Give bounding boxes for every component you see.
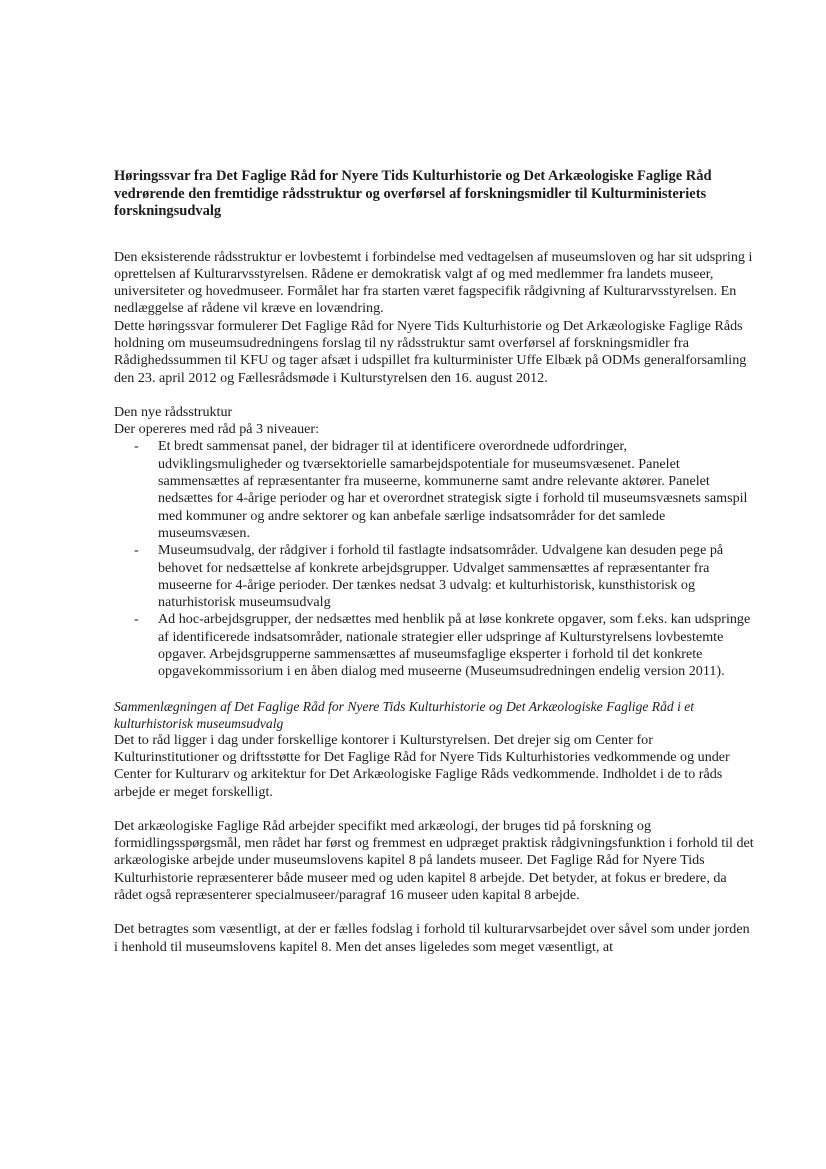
bullet-dash: - xyxy=(134,438,139,455)
bullet-dash: - xyxy=(134,542,139,559)
intro-paragraph-1: Den eksisterende rådsstruktur er lovbestemt i forbindelse med vedtagelsen af museumsloven og har sit udspring i oprettelsen af Kulturarvsstyrelsen. Rådene er demokratisk valgt af og med medlemmer fra landets museer, universiteter og hovedmuseer. Formålet har fra starten været fagspecifik rådgivning af Kulturarvsstyrelsen. En nedlæggelse af rådene vil kræve en lovændring. xyxy=(114,248,753,317)
section-2-paragraph-3: Det betragtes som væsentligt, at der er fælles fodslag i forhold til kulturarvsarbejdet over såvel som under jorden i henhold til museumslovens kapitel 8. Men det anses ligeledes som meget væsentligt, at xyxy=(114,921,750,955)
spacer xyxy=(114,904,754,921)
spacer xyxy=(114,681,754,698)
document-body xyxy=(114,168,754,956)
spacer xyxy=(114,387,754,404)
spacer xyxy=(114,801,754,818)
list-item-text: Museumsudvalg, der rådgiver i forhold til fastlagte indsatsområder. Udvalgene kan desuden pege på behovet for nedsættelse af konkrete arbejdsgrupper. Udvalget sammensættes af repræsentanter fra museerne for 4-årige perioder. Der tænkes nedsat 3 udvalg: et kulturhistorisk, kunsthistorisk og naturhistorisk museumsudvalg xyxy=(158,542,724,611)
section-heading-raadsstruktur: Den nye rådsstruktur xyxy=(114,403,233,420)
section-heading-sammenlaegning: Sammenlægningen af Det Faglige Råd for Nyere Tids Kulturhistorie og Det Arkæologiske Faglige Råd i et kulturhistorisk museumsudvalg xyxy=(114,698,695,731)
list-item xyxy=(114,438,754,542)
list-item xyxy=(114,542,754,611)
section-lead: Der opereres med råd på 3 niveauer: xyxy=(114,421,320,438)
section-2-paragraph-2: Det arkæologiske Faglige Råd arbejder specifikt med arkæologi, der bruges tid på forskning og formidlingsspørgsmål, men rådet har først og fremmest en udpræget praktisk rådgivningsfunktion i forhold til det arkæologiske arbejde under museumslovens kapitel 8 på landets museer. Det Faglige Råd for Nyere Tids Kulturhistorie repræsenterer både museer med og uden kapitel 8 arbejde. Det betyder, at fokus er bredere, da rådet også repræsenterer specialmuseer/paragraf 16 museer uden kapital 8 arbejde. xyxy=(114,817,754,903)
section-2-paragraph-1: Det to råd ligger i dag under forskellige kontorer i Kulturstyrelsen. Det drejer sig om Center for Kulturinstitutioner og driftsstøtte for Det Faglige Råd for Nyere Tids Kulturhistories vedkommende og under Center for Kulturarv og arkitektur for Det Arkæologiske Faglige Råds vedkommende. Indholdet i de to råds arbejde er meget forskelligt. xyxy=(114,731,730,800)
list-item-text: Ad hoc-arbejdsgrupper, der nedsættes med henblik på at løse konkrete opgaver, som f.eks. kan udspringe af identificerede indsatsområder, nationale strategier eller udspringe af Kulturstyrelsens lovbestemte opgaver. Arbejdsgrupperne sammensættes af museumsfaglige eksperter i forhold til det konkrete opgavekommissorium i en åben dialog med museerne (Museumsudredningen endelig version 2011). xyxy=(158,611,751,680)
bullet-dash: - xyxy=(134,611,139,628)
levels-list xyxy=(114,438,754,680)
list-item xyxy=(114,611,754,680)
intro-paragraph-2: Dette høringssvar formulerer Det Faglige Råd for Nyere Tids Kulturhistorie og Det Arkæologiske Faglige Råds holdning om museumsudredningens forslag til ny rådsstruktur samt overførsel af forskningsmidler fra Rådighedssummen til KFU og tager afsæt i udspillet fra kulturminister Uffe Elbæk på ODMs generalforsamling den 23. april 2012 og Fællesrådsmøde i Kulturstyrelsen den 16. august 2012. xyxy=(114,317,747,386)
list-item-text: Et bredt sammensat panel, der bidrager til at identificere overordnede udfordringer, udviklingsmuligheder og tværsektorielle samarbejdspotentiale for museumsvæsenet. Panelet sammensættes af repræsentanter fra museerne, kommunerne samt andre relevante aktører. Panelet nedsættes for 4-årige perioder og har et overordnet strategisk sigte i forhold til museumsvæsnets samspil med kommuner og andre sektorer og kan anbefale særlige indsatsområder for det samlede museumsvæsen. xyxy=(158,438,748,541)
document-title: Høringssvar fra Det Faglige Råd for Nyere Tids Kulturhistorie og Det Arkæologiske Faglige Råd vedrørende den fremtidige rådsstruktur og overførsel af forskningsmidler til Kulturministeriets forskningsudvalg xyxy=(114,168,712,219)
